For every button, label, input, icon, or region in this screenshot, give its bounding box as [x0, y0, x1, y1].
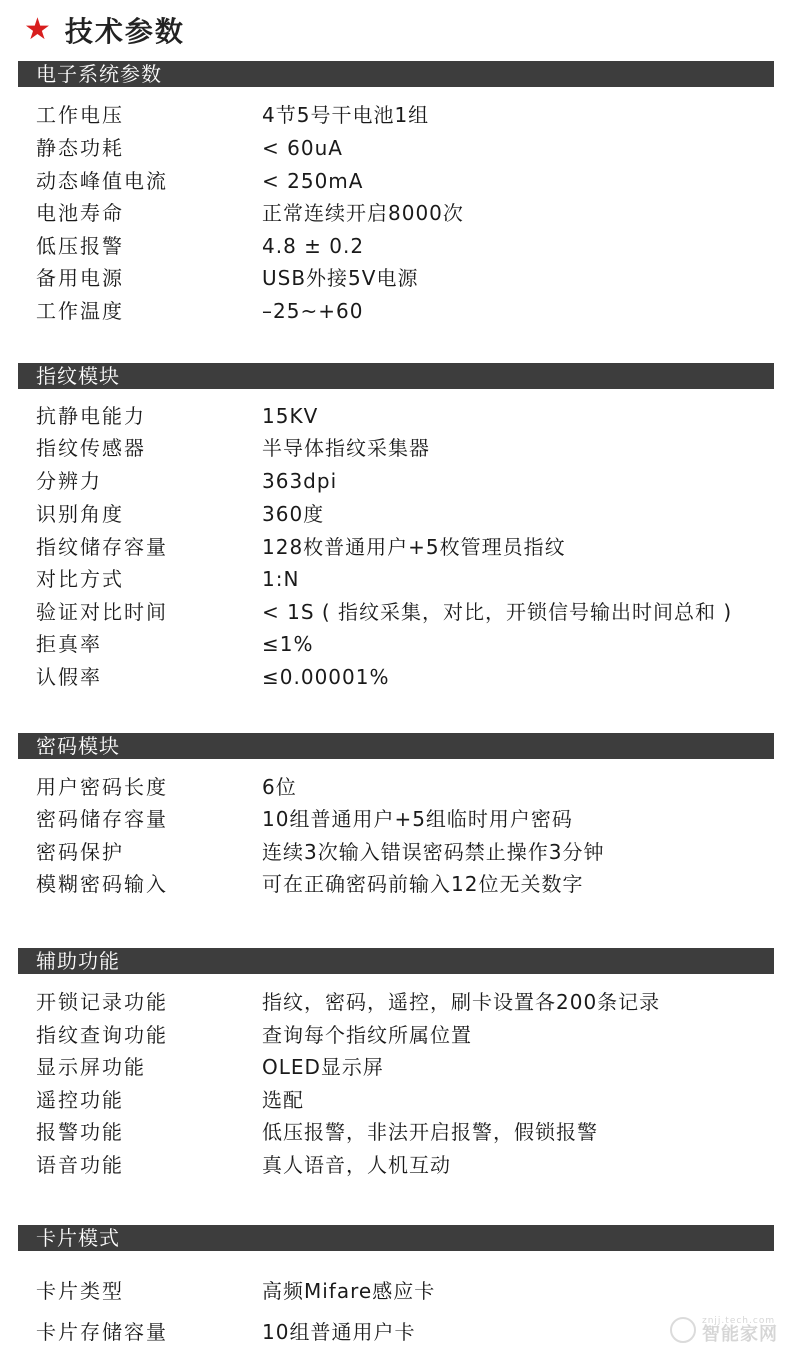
spec-value: 10组普通用户卡 — [262, 1320, 416, 1344]
spec-value: 4节5号干电池1组 — [262, 103, 430, 127]
spec-row — [0, 628, 800, 660]
spec-label: 抗静电能力 — [36, 404, 146, 428]
spec-row — [0, 262, 800, 294]
spec-label: 遥控功能 — [36, 1088, 124, 1112]
spec-row — [0, 132, 800, 164]
spec-label: 模糊密码输入 — [36, 872, 168, 896]
spec-row — [0, 400, 800, 432]
spec-value: –25~+60 — [262, 299, 364, 323]
watermark-text — [702, 1317, 778, 1344]
spec-value: 128枚普通用户+5枚管理员指纹 — [262, 535, 566, 559]
spec-row — [0, 99, 800, 131]
spec-row — [0, 295, 800, 327]
spec-row — [0, 498, 800, 530]
spec-value: 真人语音，人机互动 — [262, 1153, 451, 1177]
section-header: 辅助功能 — [18, 948, 774, 974]
spec-row — [0, 1275, 800, 1307]
spec-label: 低压报警 — [36, 234, 124, 258]
spec-label: 指纹传感器 — [36, 436, 146, 460]
spec-value: 10组普通用户+5组临时用户密码 — [262, 807, 573, 831]
spec-label: 工作温度 — [36, 299, 124, 323]
star-icon: ★ — [24, 12, 51, 47]
watermark-logo-icon — [670, 1317, 696, 1343]
spec-row — [0, 596, 800, 628]
spec-row — [0, 197, 800, 229]
spec-value: 6位 — [262, 775, 297, 799]
spec-label: 用户密码长度 — [36, 775, 168, 799]
watermark — [670, 1308, 778, 1352]
spec-row — [0, 165, 800, 197]
spec-row — [0, 803, 800, 835]
page-title — [24, 10, 185, 50]
spec-label: 指纹储存容量 — [36, 535, 168, 559]
spec-label: 报警功能 — [36, 1120, 124, 1144]
spec-value: USB外接5V电源 — [262, 266, 419, 290]
section-header: 卡片模式 — [18, 1225, 774, 1251]
spec-row — [0, 661, 800, 693]
spec-label: 工作电压 — [36, 103, 124, 127]
spec-label: 语音功能 — [36, 1153, 124, 1177]
spec-row — [0, 531, 800, 563]
section-header: 电子系统参数 — [18, 61, 774, 87]
spec-value: ≤0.00001% — [262, 665, 390, 689]
spec-label: 开锁记录功能 — [36, 990, 168, 1014]
spec-row — [0, 230, 800, 262]
section-header: 密码模块 — [18, 733, 774, 759]
spec-label: 静态功耗 — [36, 136, 124, 160]
spec-row — [0, 1149, 800, 1181]
spec-label: 分辨力 — [36, 469, 102, 493]
spec-label: 验证对比时间 — [36, 600, 168, 624]
spec-value: 半导体指纹采集器 — [262, 436, 430, 460]
spec-value: 363dpi — [262, 469, 338, 493]
spec-row — [0, 986, 800, 1018]
spec-value: 选配 — [262, 1088, 304, 1112]
spec-label: 对比方式 — [36, 567, 124, 591]
spec-value: 1:N — [262, 567, 300, 591]
spec-value: 正常连续开启8000次 — [262, 201, 464, 225]
spec-value: 指纹，密码，遥控，刷卡设置各200条记录 — [262, 990, 661, 1014]
spec-label: 电池寿命 — [36, 201, 124, 225]
spec-value: 查询每个指纹所属位置 — [262, 1023, 472, 1047]
spec-row — [0, 868, 800, 900]
spec-value: ≤1% — [262, 632, 314, 656]
spec-label: 密码保护 — [36, 840, 124, 864]
spec-row — [0, 465, 800, 497]
spec-value: 可在正确密码前输入12位无关数字 — [262, 872, 584, 896]
spec-label: 卡片存储容量 — [36, 1320, 168, 1344]
spec-label: 识别角度 — [36, 502, 124, 526]
page-title-text: 技术参数 — [64, 15, 185, 48]
spec-row — [0, 1019, 800, 1051]
spec-label: 备用电源 — [36, 266, 124, 290]
spec-value: < 1S ( 指纹采集，对比，开锁信号输出时间总和 ) — [262, 600, 733, 624]
spec-row — [0, 432, 800, 464]
spec-value: OLED显示屏 — [262, 1055, 384, 1079]
spec-label: 显示屏功能 — [36, 1055, 146, 1079]
spec-row — [0, 1051, 800, 1083]
spec-label: 卡片类型 — [36, 1279, 124, 1303]
spec-label: 动态峰值电流 — [36, 169, 168, 193]
spec-label: 指纹查询功能 — [36, 1023, 168, 1047]
spec-row — [0, 563, 800, 595]
spec-value: 4.8 ± 0.2 — [262, 234, 365, 258]
watermark-name: 智能家网 — [702, 1323, 778, 1345]
spec-value: < 250mA — [262, 169, 364, 193]
spec-value: 连续3次输入错误密码禁止操作3分钟 — [262, 840, 605, 864]
section-header: 指纹模块 — [18, 363, 774, 389]
spec-value: 15KV — [262, 404, 319, 428]
watermark-url: znjj.tech.com — [702, 1315, 776, 1326]
spec-value: 360度 — [262, 502, 325, 526]
spec-row — [0, 1116, 800, 1148]
spec-row — [0, 771, 800, 803]
spec-label: 密码储存容量 — [36, 807, 168, 831]
spec-value: 低压报警，非法开启报警，假锁报警 — [262, 1120, 598, 1144]
spec-label: 认假率 — [36, 665, 102, 689]
spec-value: < 60uA — [262, 136, 343, 160]
spec-row — [0, 1084, 800, 1116]
spec-row — [0, 836, 800, 868]
spec-value: 高频Mifare感应卡 — [262, 1279, 436, 1303]
spec-label: 拒真率 — [36, 632, 102, 656]
